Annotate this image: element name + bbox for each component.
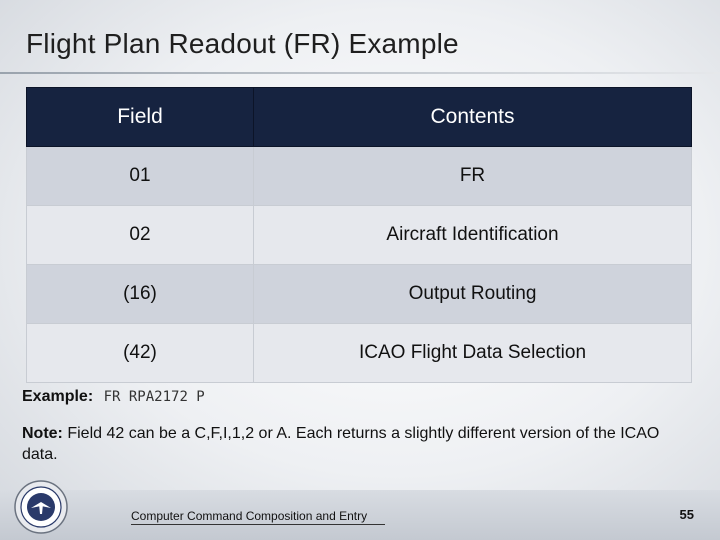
field-cell: (16)	[27, 265, 254, 324]
example-line	[22, 388, 205, 406]
note-label: Note:	[22, 425, 63, 442]
table-row	[27, 324, 692, 383]
page-number: 55	[679, 507, 694, 522]
field-cell: 02	[27, 206, 254, 265]
note-paragraph	[22, 423, 692, 465]
field-contents-table	[26, 87, 692, 383]
footer-course-title: Computer Command Composition and Entry	[131, 509, 368, 523]
header-contents: Contents	[254, 88, 692, 147]
table-row	[27, 206, 692, 265]
field-cell: 01	[27, 147, 254, 206]
example-code: FR RPA2172 P	[103, 389, 205, 405]
faa-seal-icon	[14, 480, 68, 534]
note-text: Field 42 can be a C,F,I,1,2 or A. Each returns a slightly different version of the ICAO data.	[22, 425, 660, 463]
footer-underline	[131, 524, 385, 525]
field-cell: (42)	[27, 324, 254, 383]
table-row	[27, 147, 692, 206]
table-row	[27, 265, 692, 324]
contents-cell: ICAO Flight Data Selection	[254, 324, 692, 383]
example-label: Example:	[22, 388, 94, 405]
contents-cell: Aircraft Identification	[254, 206, 692, 265]
slide-title: Flight Plan Readout (FR) Example	[26, 28, 459, 59]
contents-cell: FR	[254, 147, 692, 206]
title-divider	[0, 72, 720, 74]
contents-cell: Output Routing	[254, 265, 692, 324]
table-header-row	[27, 88, 692, 147]
header-field: Field	[27, 88, 254, 147]
